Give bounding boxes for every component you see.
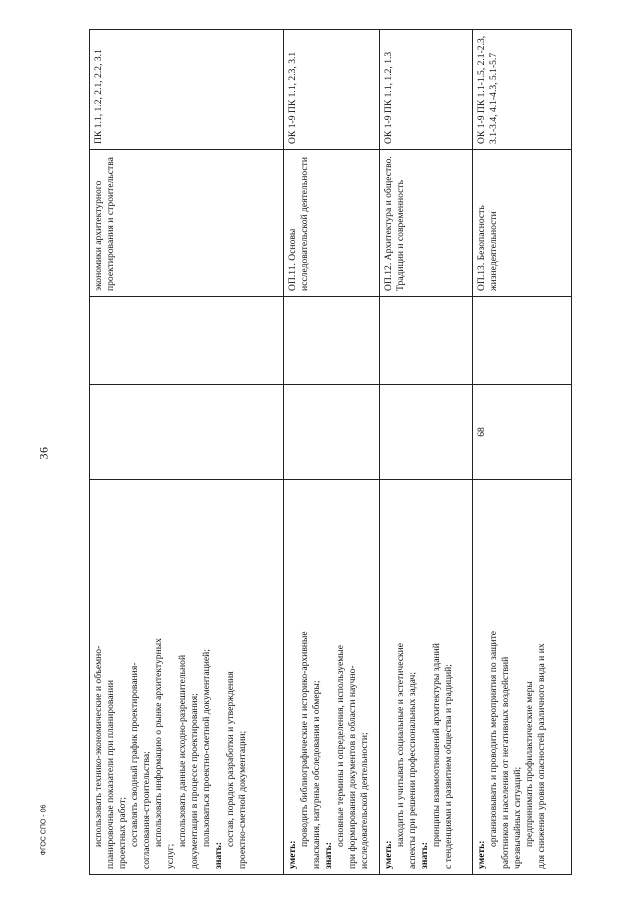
- know-heading: знать:: [322, 842, 334, 869]
- competencies-cell: ПК 1.1, 1.2, 2.1, 2.2, 3.1: [90, 30, 284, 150]
- requirement-line: при формировании документов в области научно-: [346, 665, 358, 869]
- requirement-line: исследовательской деятельности;: [358, 732, 370, 869]
- hours-cell: [380, 297, 473, 385]
- requirement-line: предпринимать профилактические меры: [523, 681, 535, 847]
- requirement-line: находить и учитывать социальные и эстетические: [394, 642, 406, 847]
- max-hours-cell: [380, 385, 473, 480]
- skills-knowledge-cell: [90, 480, 284, 875]
- skills-knowledge-cell: [380, 480, 473, 875]
- requirement-line: с тенденциями и развитием общества и традиций;: [442, 664, 454, 869]
- max-hours-cell: 68: [473, 385, 572, 480]
- skills-heading: уметь:: [476, 840, 487, 869]
- table-row: [473, 30, 572, 875]
- page-number: 36: [36, 446, 51, 460]
- competencies-cell: ОК 1-9 ПК 1.1, 1.2, 1.3: [380, 30, 473, 150]
- requirement-line: проводить библиографические и историко-архивные: [298, 631, 310, 847]
- requirement-line: работников и населения от негативных воздействий: [499, 656, 511, 869]
- curriculum-table-frame: [89, 30, 571, 875]
- requirement-line: для снижения уровня опасностей различного вида и их: [535, 643, 547, 869]
- requirement-line: состав, порядок разработки и утверждения: [224, 671, 236, 847]
- skills-heading: уметь:: [287, 840, 298, 869]
- discipline-cell: ОП.12. Архитектура и общество. Традиции и современность: [380, 150, 473, 297]
- requirement-line: изыскания, натурные обследования и обмеры;: [310, 680, 322, 869]
- requirement-line: принципы взаимоотношений архитектуры зданий: [430, 643, 442, 847]
- competencies-cell: ОК 1-9 ПК 1.1, 2.3, 3.1: [284, 30, 380, 150]
- discipline-cell: экономики архитектурного проектирования и строительства: [90, 150, 284, 297]
- requirement-line: услуг;: [164, 843, 176, 869]
- requirement-line: проектно-сметной документации;: [236, 730, 248, 869]
- requirement-line: документации в процессе проектирования;: [188, 693, 200, 869]
- max-hours-cell: [90, 385, 284, 480]
- discipline-cell: ОП.13. Безопасность жизнедеятельности: [473, 150, 572, 297]
- requirement-line: основные термины и определения, используемые: [334, 645, 346, 847]
- footer-standard-code: ФГОС СПО - 06: [40, 804, 48, 856]
- competencies-cell: ОК 1-9 ПК 1.1-1.5, 2.1-2.3, 3.1-3.4, 4.1-4.3, 5.1-5.7: [473, 30, 572, 150]
- curriculum-table-rotated: [89, 30, 571, 875]
- hours-cell: [284, 297, 380, 385]
- requirement-line: согласования-строительства;: [140, 751, 152, 869]
- skills-heading: уметь:: [383, 840, 394, 869]
- table-row: [284, 30, 380, 875]
- requirement-line: планировочные показатели при планировании: [104, 680, 116, 869]
- requirement-line: чрезвычайных ситуаций;: [511, 766, 523, 869]
- table-row: [380, 30, 473, 875]
- curriculum-table: [89, 29, 572, 875]
- requirement-line: использовать технико-экономические и объемно-: [93, 645, 104, 847]
- requirement-line: использовать данные исходно-разрешительной: [176, 654, 188, 847]
- requirement-line: использовать информацию о рынке архитектурных: [152, 638, 164, 847]
- hours-cell: [473, 297, 572, 385]
- know-heading: знать:: [418, 842, 430, 869]
- requirement-line: составлять сводный график проектирования-: [128, 662, 140, 847]
- requirement-line: организовывать и проводить мероприятия по защите: [487, 630, 499, 847]
- hours-cell: [90, 297, 284, 385]
- skills-knowledge-cell: [473, 480, 572, 875]
- requirement-line: аспекты при решении профессиональных задач;: [406, 671, 418, 869]
- skills-knowledge-cell: [284, 480, 380, 875]
- requirement-line: проектных работ;: [116, 796, 128, 869]
- discipline-cell: ОП.11. Основы исследовательской деятельности: [284, 150, 380, 297]
- requirement-line: пользоваться проектно-сметной документацией;: [200, 649, 212, 847]
- know-heading: знать:: [212, 842, 224, 869]
- table-row: [90, 30, 284, 875]
- max-hours-cell: [284, 385, 380, 480]
